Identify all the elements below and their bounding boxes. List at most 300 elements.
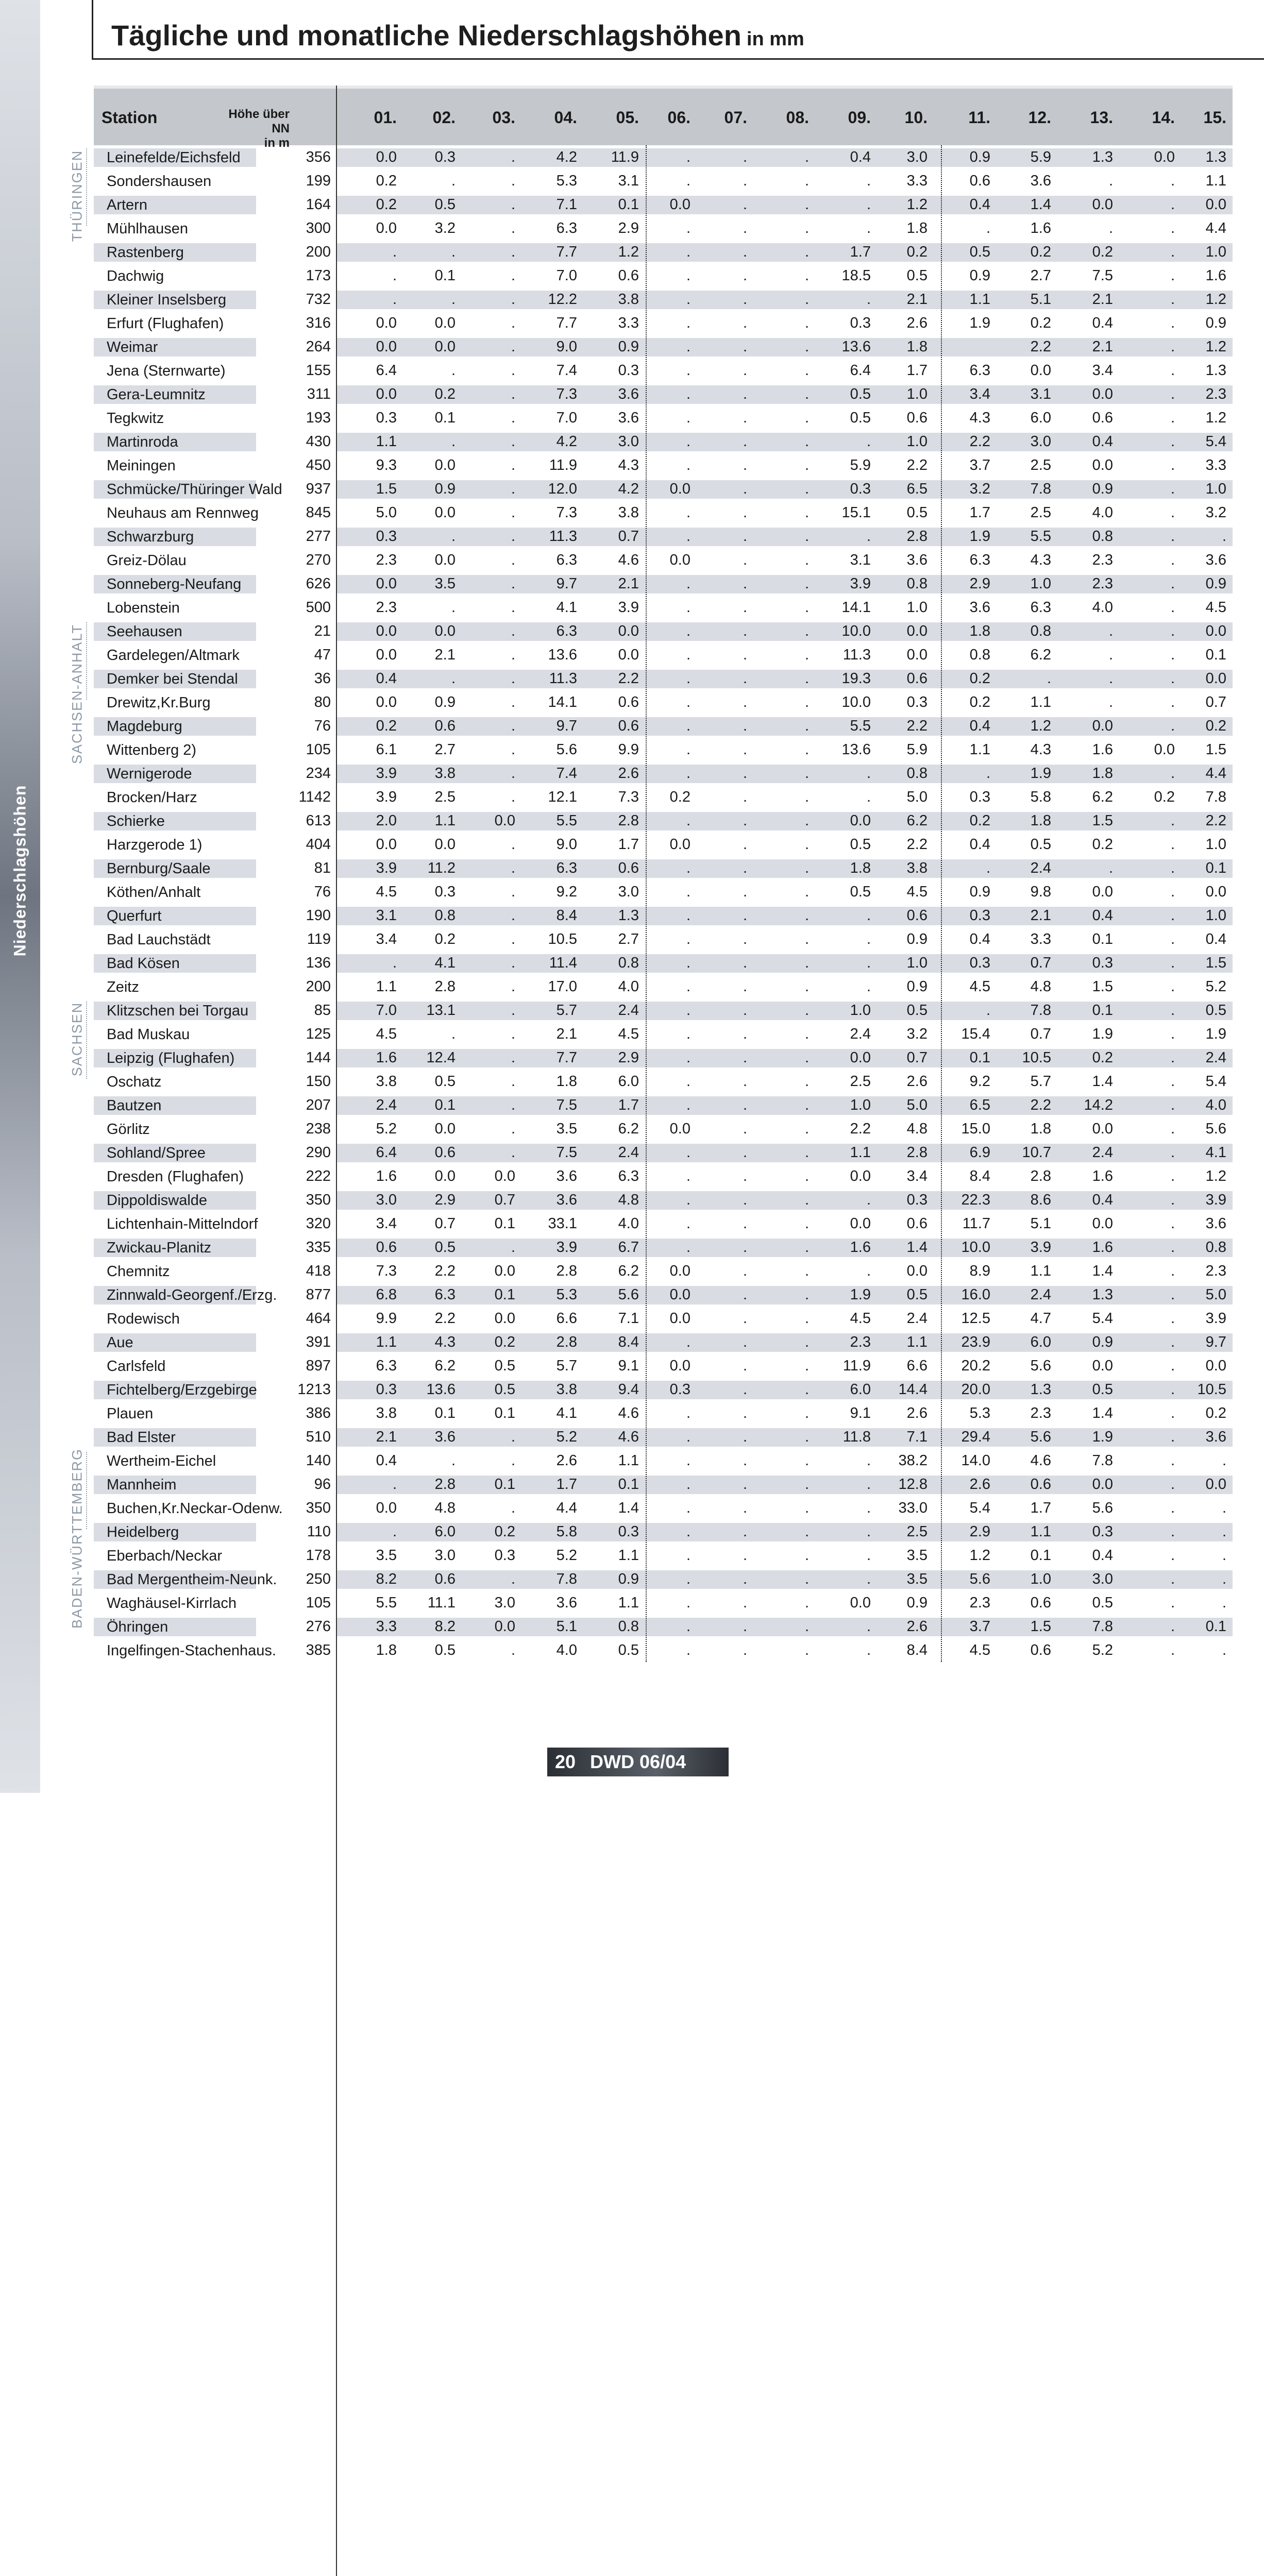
station-height: 125: [306, 1026, 331, 1042]
station-name: Görlitz: [107, 1121, 150, 1138]
station-height: 81: [314, 860, 331, 876]
precip-day-8: .: [804, 173, 809, 189]
header-day-12: 12.: [1028, 108, 1051, 127]
station-height: 150: [306, 1073, 331, 1090]
precip-day-8: .: [804, 670, 809, 687]
precip-day-5: 0.8: [618, 1618, 639, 1635]
precip-day-11: 1.7: [969, 504, 990, 521]
precip-day-14: .: [1170, 623, 1175, 639]
precip-day-11: 0.4: [969, 931, 990, 947]
precip-day-13: 0.4: [1092, 433, 1113, 450]
precip-day-15: 7.8: [1205, 789, 1226, 805]
precip-day-14: .: [1170, 1334, 1175, 1350]
precip-day-3: .: [511, 1429, 515, 1445]
precip-day-3: 0.0: [494, 1168, 515, 1184]
station-name: Öhringen: [94, 1618, 256, 1636]
precip-day-12: 4.6: [1030, 1452, 1051, 1469]
precip-day-15: 0.8: [1205, 1239, 1226, 1256]
station-height: 356: [306, 149, 331, 165]
precip-day-1: 0.0: [376, 647, 397, 663]
precip-day-7: .: [743, 457, 747, 473]
precip-day-11: 0.3: [969, 907, 990, 924]
precip-day-4: 2.8: [556, 1334, 577, 1350]
precip-day-8: .: [804, 1381, 809, 1398]
precip-day-5: 0.6: [618, 267, 639, 284]
precip-day-13: 0.0: [1092, 884, 1113, 900]
precip-day-9: .: [866, 1618, 871, 1635]
precip-day-4: 12.2: [548, 291, 577, 308]
precip-day-6: .: [686, 267, 690, 284]
precip-day-9: 13.6: [841, 338, 871, 355]
precip-day-15: 1.0: [1205, 244, 1226, 260]
precip-day-15: 3.3: [1205, 457, 1226, 473]
precip-day-14: .: [1170, 1097, 1175, 1113]
precip-day-1: 0.3: [376, 528, 397, 545]
table-row: [94, 1544, 1233, 1567]
precip-day-5: 4.6: [618, 1429, 639, 1445]
precip-day-13: 0.0: [1092, 1121, 1113, 1137]
precip-day-4: 7.3: [556, 386, 577, 402]
precip-day-11: 1.1: [969, 741, 990, 758]
precip-day-12: 0.7: [1030, 955, 1051, 971]
precip-day-1: 9.9: [376, 1310, 397, 1327]
table-row: [94, 1046, 1233, 1070]
precip-day-10: 3.4: [906, 1168, 928, 1184]
precip-day-5: 3.6: [618, 410, 639, 426]
precip-day-3: .: [511, 1452, 515, 1469]
precip-day-7: .: [743, 765, 747, 782]
precip-day-14: .: [1170, 670, 1175, 687]
precip-day-10: 2.2: [906, 457, 928, 473]
precip-day-13: 0.4: [1092, 907, 1113, 924]
precip-day-10: 0.0: [906, 647, 928, 663]
precip-day-14: .: [1170, 860, 1175, 876]
precip-day-8: .: [804, 694, 809, 710]
table-row: [94, 643, 1233, 667]
precip-day-14: .: [1170, 1144, 1175, 1161]
precip-day-3: 0.1: [494, 1215, 515, 1232]
precip-day-3: .: [511, 955, 515, 971]
precip-day-7: .: [743, 1476, 747, 1493]
precip-day-8: .: [804, 196, 809, 213]
precip-day-9: 10.0: [841, 694, 871, 710]
precip-day-15: .: [1222, 1642, 1226, 1658]
precip-day-9: .: [866, 220, 871, 236]
precip-day-1: 1.6: [376, 1168, 397, 1184]
precip-day-3: .: [511, 433, 515, 450]
precip-day-1: 0.0: [376, 1500, 397, 1516]
station-height: 238: [306, 1121, 331, 1137]
precip-day-11: 4.5: [969, 1642, 990, 1658]
table-row: [94, 1259, 1233, 1283]
precip-day-3: .: [511, 504, 515, 521]
precip-day-11: 0.4: [969, 836, 990, 853]
precip-day-10: 0.7: [906, 1049, 928, 1066]
precip-day-7: .: [743, 1358, 747, 1374]
precip-day-8: .: [804, 1002, 809, 1019]
precip-day-15: 1.0: [1205, 907, 1226, 924]
column-divider: [336, 86, 337, 2576]
precip-day-10: 3.0: [906, 149, 928, 165]
precip-day-11: 3.6: [969, 599, 990, 616]
precip-day-15: 0.9: [1205, 315, 1226, 331]
table-row: [94, 880, 1233, 904]
precip-day-8: .: [804, 552, 809, 568]
precip-day-10: 2.6: [906, 1618, 928, 1635]
precip-day-2: 0.6: [434, 1144, 456, 1161]
precip-day-1: 7.3: [376, 1263, 397, 1279]
precip-day-9: .: [866, 528, 871, 545]
station-name: Erfurt (Flughafen): [107, 315, 224, 332]
precip-day-15: .: [1222, 1523, 1226, 1540]
precip-day-1: 8.2: [376, 1571, 397, 1587]
precip-day-1: 1.1: [376, 978, 397, 995]
table-row: [94, 1520, 1233, 1544]
station-height: 316: [306, 315, 331, 331]
precip-day-2: 4.1: [434, 955, 456, 971]
precip-day-3: .: [511, 386, 515, 402]
precip-day-3: 0.3: [494, 1547, 515, 1564]
precip-day-11: 0.4: [969, 718, 990, 734]
precip-day-9: 0.4: [850, 149, 871, 165]
precip-day-1: 3.8: [376, 1073, 397, 1090]
precip-day-11: 0.2: [969, 694, 990, 710]
precip-day-1: 1.6: [376, 1049, 397, 1066]
precip-day-13: 4.0: [1092, 599, 1113, 616]
table-row: [94, 1638, 1233, 1662]
precip-day-2: .: [451, 528, 456, 545]
precip-day-6: .: [686, 504, 690, 521]
precip-day-5: 0.3: [618, 362, 639, 379]
precip-day-2: 6.0: [434, 1523, 456, 1540]
precip-day-15: 2.3: [1205, 386, 1226, 402]
precip-day-11: 20.0: [961, 1381, 990, 1398]
station-name: Mühlhausen: [107, 221, 188, 237]
precip-day-9: 19.3: [841, 670, 871, 687]
precip-day-4: 11.4: [549, 955, 577, 971]
precip-day-12: 9.8: [1030, 884, 1051, 900]
precip-day-9: .: [866, 1547, 871, 1564]
station-name: Sonneberg-Neufang: [94, 575, 256, 594]
precip-day-4: 9.0: [556, 338, 577, 355]
precip-day-13: 0.2: [1092, 1049, 1113, 1066]
precip-day-12: 1.3: [1030, 1381, 1051, 1398]
table-row: [94, 264, 1233, 287]
precip-day-5: 1.7: [618, 836, 639, 853]
precip-day-10: 0.6: [906, 410, 928, 426]
precip-day-14: 0.0: [1154, 741, 1175, 758]
precip-day-3: .: [511, 315, 515, 331]
precip-day-10: 0.0: [906, 623, 928, 639]
precip-day-7: .: [743, 789, 747, 805]
station-name: Weimar: [94, 338, 256, 357]
precip-day-8: .: [804, 362, 809, 379]
precip-day-1: 3.4: [376, 931, 397, 947]
precip-day-5: 2.8: [618, 812, 639, 829]
precip-day-11: 1.8: [969, 623, 990, 639]
precip-day-1: 3.5: [376, 1547, 397, 1564]
precip-day-5: 9.1: [618, 1358, 639, 1374]
precip-day-9: 0.5: [850, 386, 871, 402]
table-row: [94, 1496, 1233, 1520]
precip-day-13: 0.0: [1092, 386, 1113, 402]
station-name: Fichtelberg/Erzgebirge: [94, 1381, 256, 1399]
precip-day-4: 3.6: [556, 1192, 577, 1208]
precip-day-8: .: [804, 1334, 809, 1350]
precip-day-3: 0.1: [494, 1286, 515, 1303]
station-height: 200: [306, 978, 331, 995]
precip-day-10: 0.8: [906, 765, 928, 782]
precip-day-12: 1.7: [1030, 1500, 1051, 1516]
precip-day-6: .: [686, 220, 690, 236]
precip-day-4: 3.5: [556, 1121, 577, 1137]
table-row: [94, 1283, 1233, 1307]
precip-day-1: 5.2: [376, 1121, 397, 1137]
precip-day-11: 0.3: [969, 789, 990, 805]
precip-day-9: 0.0: [850, 1049, 871, 1066]
precip-day-6: .: [686, 433, 690, 450]
precip-day-11: 1.9: [969, 315, 990, 331]
precip-day-15: 1.9: [1205, 1026, 1226, 1042]
precip-day-5: 9.4: [618, 1381, 639, 1398]
precip-day-9: .: [866, 1452, 871, 1469]
precip-day-2: 4.8: [434, 1500, 456, 1516]
station-height: 21: [314, 623, 331, 639]
precip-day-8: .: [804, 789, 809, 805]
table-row: [94, 975, 1233, 998]
station-name: Drewitz,Kr.Burg: [107, 694, 211, 711]
precip-day-12: 5.6: [1030, 1429, 1051, 1445]
precip-day-7: .: [743, 149, 747, 165]
precip-day-2: 0.0: [434, 1168, 456, 1184]
precip-day-2: 6.3: [434, 1286, 456, 1303]
precip-day-15: .: [1222, 528, 1226, 545]
precip-day-11: 2.9: [969, 575, 990, 592]
precip-day-6: 0.0: [669, 552, 690, 568]
header-day-15: 15.: [1203, 108, 1226, 127]
precip-day-14: .: [1170, 528, 1175, 545]
station-height: 110: [307, 1523, 331, 1540]
precip-day-12: 10.7: [1022, 1144, 1051, 1161]
station-height: 430: [306, 433, 331, 450]
station-name: Neuhaus am Rennweg: [107, 505, 259, 521]
precip-day-2: 0.0: [434, 457, 456, 473]
precip-day-14: .: [1170, 599, 1175, 616]
station-height: 173: [306, 267, 331, 284]
precip-day-8: .: [804, 433, 809, 450]
precip-day-6: .: [686, 931, 690, 947]
precip-day-8: .: [804, 575, 809, 592]
station-name: Ingelfingen-Stachenhaus.: [107, 1642, 276, 1659]
precip-day-1: 2.4: [376, 1097, 397, 1113]
precip-day-12: 1.8: [1030, 1121, 1051, 1137]
precip-day-2: 3.0: [434, 1547, 456, 1564]
precip-day-13: 2.1: [1092, 338, 1113, 355]
precip-day-5: 6.2: [618, 1263, 639, 1279]
precip-day-7: .: [743, 812, 747, 829]
precip-day-4: 12.1: [548, 789, 577, 805]
precip-day-14: .: [1170, 552, 1175, 568]
precip-day-10: 0.5: [906, 1286, 928, 1303]
precip-day-11: 22.3: [961, 1192, 990, 1208]
precip-day-4: 4.1: [556, 1405, 577, 1421]
precip-day-1: 0.3: [376, 410, 397, 426]
precip-day-3: 0.5: [494, 1358, 515, 1374]
precip-day-15: .: [1222, 1571, 1226, 1587]
precip-day-10: 5.0: [906, 789, 928, 805]
precip-day-5: 2.4: [618, 1144, 639, 1161]
station-height: 1213: [297, 1381, 331, 1398]
precip-day-15: 4.0: [1205, 1097, 1226, 1113]
precip-day-14: .: [1170, 1547, 1175, 1564]
precip-day-7: .: [743, 694, 747, 710]
precip-day-7: .: [743, 173, 747, 189]
station-name: Sohland/Spree: [94, 1144, 256, 1162]
station-height: 144: [306, 1049, 331, 1066]
precip-day-3: .: [511, 173, 515, 189]
precip-day-13: 0.4: [1092, 1192, 1113, 1208]
precip-day-8: .: [804, 386, 809, 402]
precip-day-4: 4.2: [556, 433, 577, 450]
precip-day-13: .: [1108, 173, 1113, 189]
precip-day-3: .: [511, 694, 515, 710]
station-height: 250: [306, 1571, 331, 1587]
precip-day-14: .: [1170, 931, 1175, 947]
precip-day-12: 1.8: [1030, 812, 1051, 829]
precip-day-12: 1.2: [1030, 718, 1051, 734]
precip-day-4: 5.2: [556, 1429, 577, 1445]
precip-day-10: 2.6: [906, 315, 928, 331]
table-row: [94, 501, 1233, 524]
station-height: 76: [314, 718, 331, 734]
precip-day-13: 0.2: [1092, 836, 1113, 853]
precip-day-10: 1.8: [906, 338, 928, 355]
precip-day-14: .: [1170, 315, 1175, 331]
region-bracket: [86, 148, 87, 226]
precip-day-12: 0.2: [1030, 315, 1051, 331]
station-name: Querfurt: [94, 907, 256, 925]
station-height: 136: [306, 955, 331, 971]
precip-day-15: 0.0: [1205, 884, 1226, 900]
precip-day-9: .: [866, 978, 871, 995]
precip-day-8: .: [804, 1073, 809, 1090]
precip-day-15: 3.6: [1205, 552, 1226, 568]
precip-day-15: 4.1: [1205, 1144, 1226, 1161]
station-height: 105: [306, 1595, 331, 1611]
precip-day-9: .: [866, 907, 871, 924]
table-row: [94, 430, 1233, 453]
precip-day-2: 0.2: [434, 931, 456, 947]
precip-day-13: 1.4: [1092, 1073, 1113, 1090]
precip-day-12: 1.0: [1030, 575, 1051, 592]
precip-day-7: .: [743, 1073, 747, 1090]
precip-day-10: 1.0: [906, 386, 928, 402]
station-height: 1142: [298, 789, 331, 805]
precip-day-1: 4.5: [376, 1026, 397, 1042]
precip-day-15: 0.0: [1205, 1476, 1226, 1493]
precip-day-3: .: [511, 1239, 515, 1256]
station-height: 418: [306, 1263, 331, 1279]
precip-day-1: 2.3: [376, 599, 397, 616]
precip-day-8: .: [804, 410, 809, 426]
precip-day-1: 0.0: [376, 623, 397, 639]
precip-day-13: 0.4: [1092, 1547, 1113, 1564]
precip-day-2: .: [451, 670, 456, 687]
precip-day-12: 5.5: [1030, 528, 1051, 545]
precip-day-13: 2.3: [1092, 552, 1113, 568]
table-row: [94, 904, 1233, 927]
precip-day-8: .: [804, 481, 809, 497]
precip-day-3: .: [511, 528, 515, 545]
precip-day-8: .: [804, 1547, 809, 1564]
precip-day-8: .: [804, 836, 809, 853]
precip-day-11: 8.4: [969, 1168, 990, 1184]
precip-day-3: .: [511, 1026, 515, 1042]
precip-day-2: .: [451, 362, 456, 379]
station-name: Carlsfeld: [107, 1358, 166, 1375]
station-height: 290: [306, 1144, 331, 1161]
precip-day-2: 0.7: [434, 1215, 456, 1232]
precip-day-3: .: [511, 457, 515, 473]
precip-day-8: .: [804, 1500, 809, 1516]
precip-day-6: .: [686, 1026, 690, 1042]
precip-day-9: .: [866, 1523, 871, 1540]
precip-day-15: 5.6: [1205, 1121, 1226, 1137]
precip-day-11: 6.3: [969, 552, 990, 568]
precip-day-10: 0.9: [906, 931, 928, 947]
precip-day-1: 3.9: [376, 860, 397, 876]
precip-day-5: 3.8: [618, 504, 639, 521]
precip-day-7: .: [743, 267, 747, 284]
precip-day-4: 9.0: [556, 836, 577, 853]
precip-day-13: 1.3: [1092, 149, 1113, 165]
precip-day-4: 5.3: [556, 1286, 577, 1303]
precip-day-7: .: [743, 1168, 747, 1184]
precip-day-13: .: [1108, 670, 1113, 687]
precip-day-10: 7.1: [906, 1429, 928, 1445]
precip-day-7: .: [743, 1618, 747, 1635]
precip-day-8: .: [804, 1192, 809, 1208]
precip-day-9: 0.3: [850, 481, 871, 497]
precip-day-7: .: [743, 1429, 747, 1445]
precip-day-11: 15.0: [961, 1121, 990, 1137]
precip-day-3: .: [511, 1571, 515, 1587]
precip-day-10: 0.3: [906, 694, 928, 710]
precip-day-15: .: [1222, 1452, 1226, 1469]
station-height: 178: [306, 1547, 331, 1564]
precip-day-11: 0.5: [969, 244, 990, 260]
precip-day-4: 5.2: [556, 1547, 577, 1564]
precip-day-8: .: [804, 1026, 809, 1042]
precip-day-2: 0.0: [434, 315, 456, 331]
precip-day-5: 1.1: [618, 1452, 639, 1469]
precip-day-13: 2.4: [1092, 1144, 1113, 1161]
precip-day-5: 5.6: [618, 1286, 639, 1303]
precip-day-2: 0.1: [434, 267, 456, 284]
precip-day-8: .: [804, 1049, 809, 1066]
precip-day-6: .: [686, 1239, 690, 1256]
precip-day-15: 1.2: [1205, 291, 1226, 308]
station-name: Demker bei Stendal: [94, 670, 256, 688]
precip-day-6: .: [686, 173, 690, 189]
precip-day-12: 2.4: [1030, 860, 1051, 876]
precip-day-12: 1.5: [1030, 1618, 1051, 1635]
precip-day-1: 3.8: [376, 1405, 397, 1421]
precip-day-13: .: [1108, 220, 1113, 236]
table-row: [94, 667, 1233, 690]
precip-day-13: 1.6: [1092, 1239, 1113, 1256]
precip-day-11: 1.9: [969, 528, 990, 545]
